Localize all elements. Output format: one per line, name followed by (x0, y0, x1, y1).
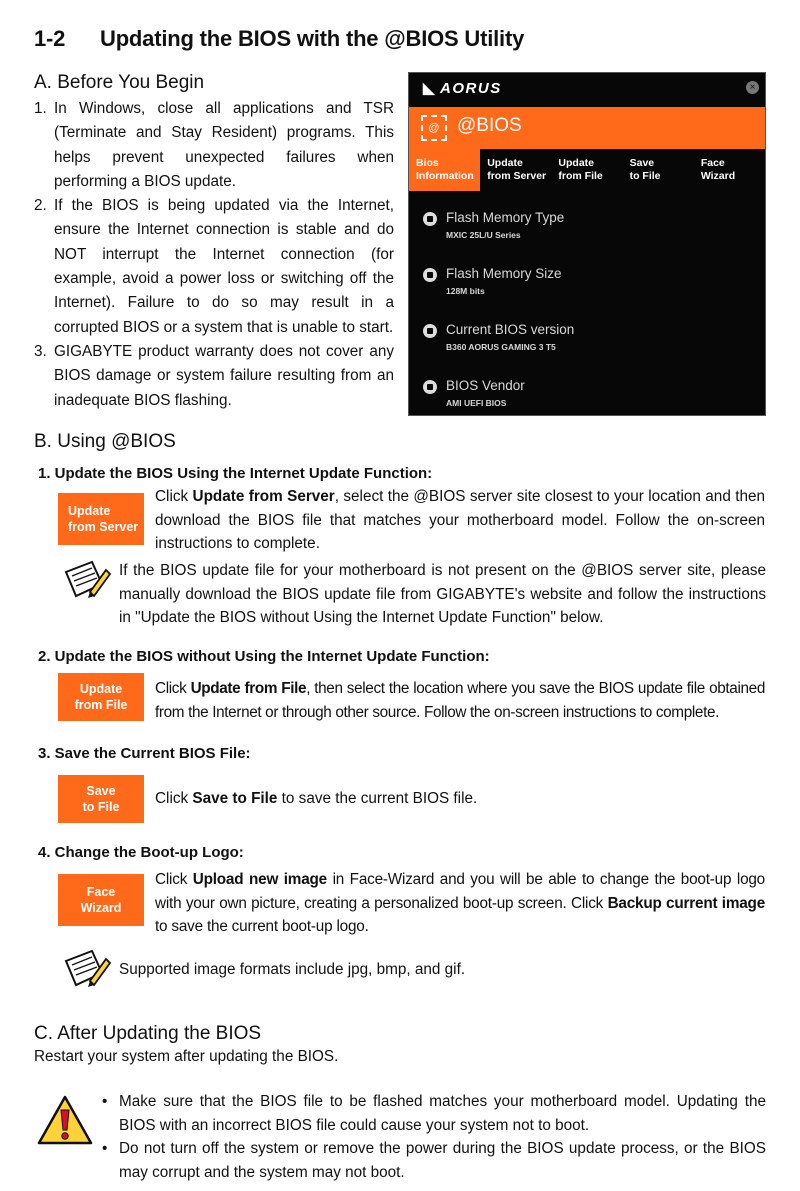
note-pencil-icon (62, 558, 112, 600)
cube-icon (423, 268, 437, 282)
bios-app-bar (409, 107, 765, 149)
aorus-wing-icon: ◣ (423, 80, 437, 97)
face-wizard-button: Face Wizard (58, 874, 144, 926)
page-title (34, 26, 524, 52)
cube-icon (423, 380, 437, 394)
heading-using-bios: B. Using @BIOS (34, 431, 176, 452)
warning-icon (36, 1094, 94, 1146)
step2-title: 2. Update the BIOS without Using the Internet Update Function: (38, 648, 490, 665)
step1-note: If the BIOS update file for your motherboard is not present on the @BIOS server site, please manually download the BIOS update file from GIGABYTE's website and follow the instructions in "Update the BIOS without Using the Internet Update Function" below. (119, 562, 766, 626)
app-name: @BIOS (457, 115, 522, 136)
section-title: Updating the BIOS with the @BIOS Utility (100, 26, 525, 51)
update-from-server-button: Update from Server (58, 493, 144, 545)
step4-note: Supported image formats include jpg, bmp, and gif. (119, 961, 466, 978)
warning-bullets (100, 1090, 766, 1184)
save-to-file-button: Save to File (58, 775, 144, 823)
list-item: 1. In Windows, close all applications and TSR (Terminate and Stay Resident) programs. This helps prevent unexpected failures when performing a BIOS update. (34, 100, 394, 190)
heading-after-updating: C. After Updating the BIOS (34, 1023, 262, 1044)
heading-before-you-begin: A. Before You Begin (34, 72, 205, 93)
step1-title: 1. Update the BIOS Using the Internet Update Function: (38, 465, 433, 482)
tab-bios-information[interactable]: Bios Information (409, 149, 480, 191)
step4-title: 4. Change the Boot-up Logo: (38, 844, 244, 861)
step3-title: 3. Save the Current BIOS File: (38, 745, 251, 762)
tab-update-from-server[interactable]: Update from Server (487, 157, 547, 182)
list-item: 2. If the BIOS is being updated via the Internet, ensure the Internet connection is stable and do NOT interrupt the Internet connection (for example, avoid a power loss or switching off the Internet). Failure to do so may result in a corrupted BIOS or a system that is unable to start. (34, 197, 394, 336)
update-from-file-button: Update from File (58, 673, 144, 721)
step3-description: Click Save to File to save the current BIOS file. (155, 790, 478, 807)
bios-app-window: ◣ AORUS × @ @BIOS Bios Information Update from Server Update from File Save to File Face Wizard Flash Memory Type MXIC 25L/U Series Flash Memory Size 128M bits Current BIOS version B360 AORUS GAMING 3 T5 BIOS Vendor AMI UEFI BIOS (408, 72, 766, 416)
note-pencil-icon (62, 947, 112, 989)
bios-tabs (409, 149, 765, 191)
cube-icon (423, 212, 437, 226)
after-updating-text: Restart your system after updating the BIOS. (34, 1048, 339, 1065)
list-item: • Make sure that the BIOS file to be flashed matches your motherboard model. Updating the BIOS with an incorrect BIOS file could cause your system not to boot. (100, 1090, 766, 1137)
step4-description: Click Upload new image in Face-Wizard and you will be able to change the boot-up logo with your own picture, creating a personalized boot-up screen. Click Backup current image to save the current boot-up logo. (155, 871, 765, 935)
tab-save-to-file[interactable]: Save to File (629, 157, 661, 182)
chip-icon: @ (421, 115, 447, 141)
list-item: 3. GIGABYTE product warranty does not cover any BIOS damage or system failure resulting from an inadequate BIOS flashing. (34, 342, 394, 409)
close-icon[interactable]: × (746, 81, 759, 94)
step1-description: Click Update from Server, select the @BIOS server site closest to your location and then download the BIOS file that matches your motherboard model. Follow the on-screen instructions to complete. (155, 488, 765, 552)
bios-titlebar (409, 73, 765, 107)
list-item: • Do not turn off the system or remove the power during the BIOS update process, or the BIOS may corrupt and the system may not boot. (100, 1137, 766, 1184)
cube-icon (423, 324, 437, 338)
before-you-begin-list (34, 97, 394, 413)
section-number: 1-2 (34, 26, 66, 51)
aorus-logo: ◣ AORUS (423, 80, 502, 97)
step2-description: Click Update from File, then select the location where you save the BIOS update file obtained from the Internet or through other source. Follow the on-screen instructions to complete. (155, 680, 765, 721)
tab-face-wizard[interactable]: Face Wizard (700, 157, 736, 182)
tab-update-from-file[interactable]: Update from File (558, 157, 603, 182)
